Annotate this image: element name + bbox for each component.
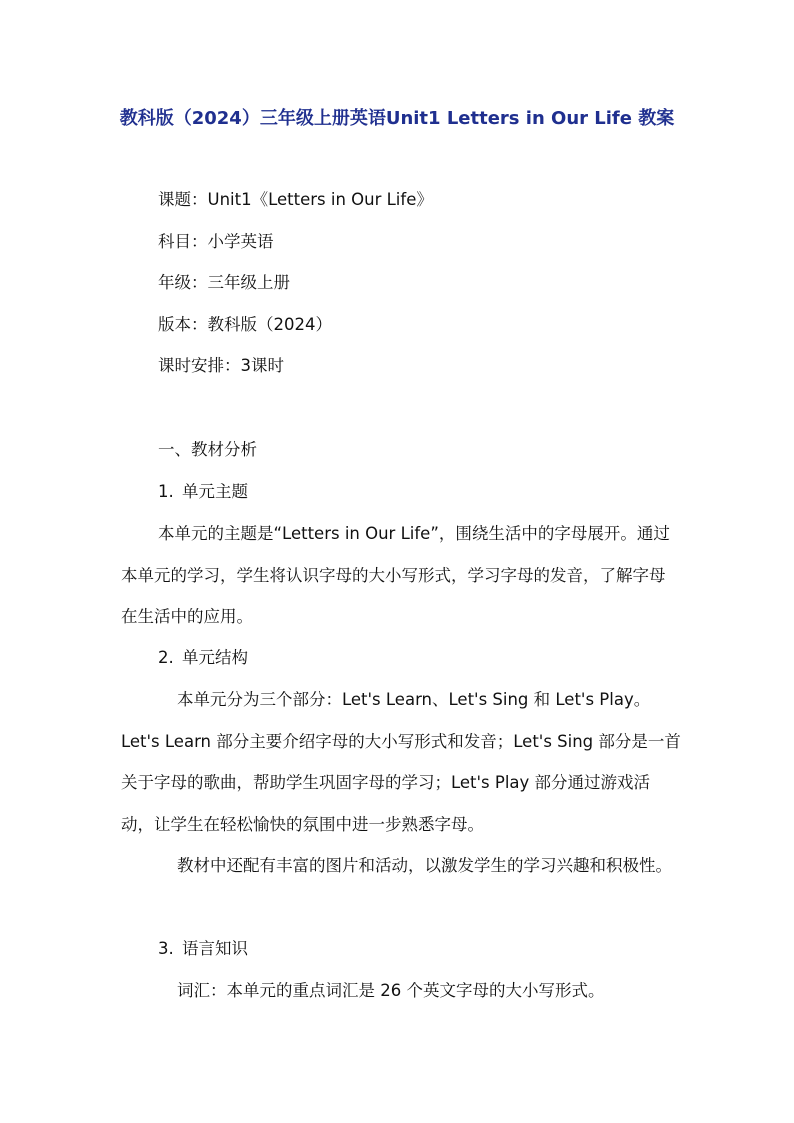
paragraph-text: 本单元的主题是“Letters in Our Life”，围绕生活中的字母展开。通过本单元的学习，学生将认识字母的大小写形式，学习字母的发音，了解字母在生活中的应用。 [121,524,670,626]
subsection-number: 1. [158,482,174,501]
paragraph [121,679,681,845]
meta-value: 三年级上册 [207,273,290,292]
subsection-title: 单元结构 [182,648,248,667]
meta-subject [158,230,274,254]
subsection-heading [158,480,248,504]
subsection-title: 单元主题 [182,482,248,501]
paragraph [121,845,681,887]
meta-schedule [158,354,284,378]
meta-label: 科目： [158,232,208,251]
meta-label: 年级： [158,273,208,292]
subsection-title: 语言知识 [182,939,248,958]
subsection-heading [158,937,248,961]
paragraph [121,513,681,638]
paragraph-text: 教材中还配有丰富的图片和活动，以激发学生的学习兴趣和积极性。 [177,856,672,875]
subsection-number: 3. [158,939,174,958]
meta-value: 3课时 [240,356,284,375]
meta-label: 课题： [158,190,208,209]
subsection-number: 2. [158,648,174,667]
paragraph-text: 本单元分为三个部分：Let's Learn、Let's Sing 和 Let's Play。Let's Learn 部分主要介绍字母的大小写形式和发音；Let's Sing 部分是一首关于字母的歌曲，帮助学生巩固字母的学习；Let's Play 部分通过游戏活动，让学生在轻松愉快的氛围中进一步熟悉字母。 [121,690,681,834]
meta-grade [158,271,290,295]
subsection-heading [158,646,248,670]
meta-value: Unit1《Letters in Our Life》 [207,190,433,209]
meta-label: 课时安排： [158,356,241,375]
meta-edition [158,313,332,337]
paragraph [121,970,681,1012]
document-title: 教科版（2024）三年级上册英语Unit1 Letters in Our Life 教案 [119,108,675,129]
meta-value: 教科版（2024） [207,315,332,334]
paragraph-text: 词汇：本单元的重点词汇是 26 个英文字母的大小写形式。 [177,981,605,1000]
meta-value: 小学英语 [207,232,274,251]
section-heading: 一、教材分析 [158,440,257,459]
meta-label: 版本： [158,315,208,334]
meta-topic [158,188,433,212]
